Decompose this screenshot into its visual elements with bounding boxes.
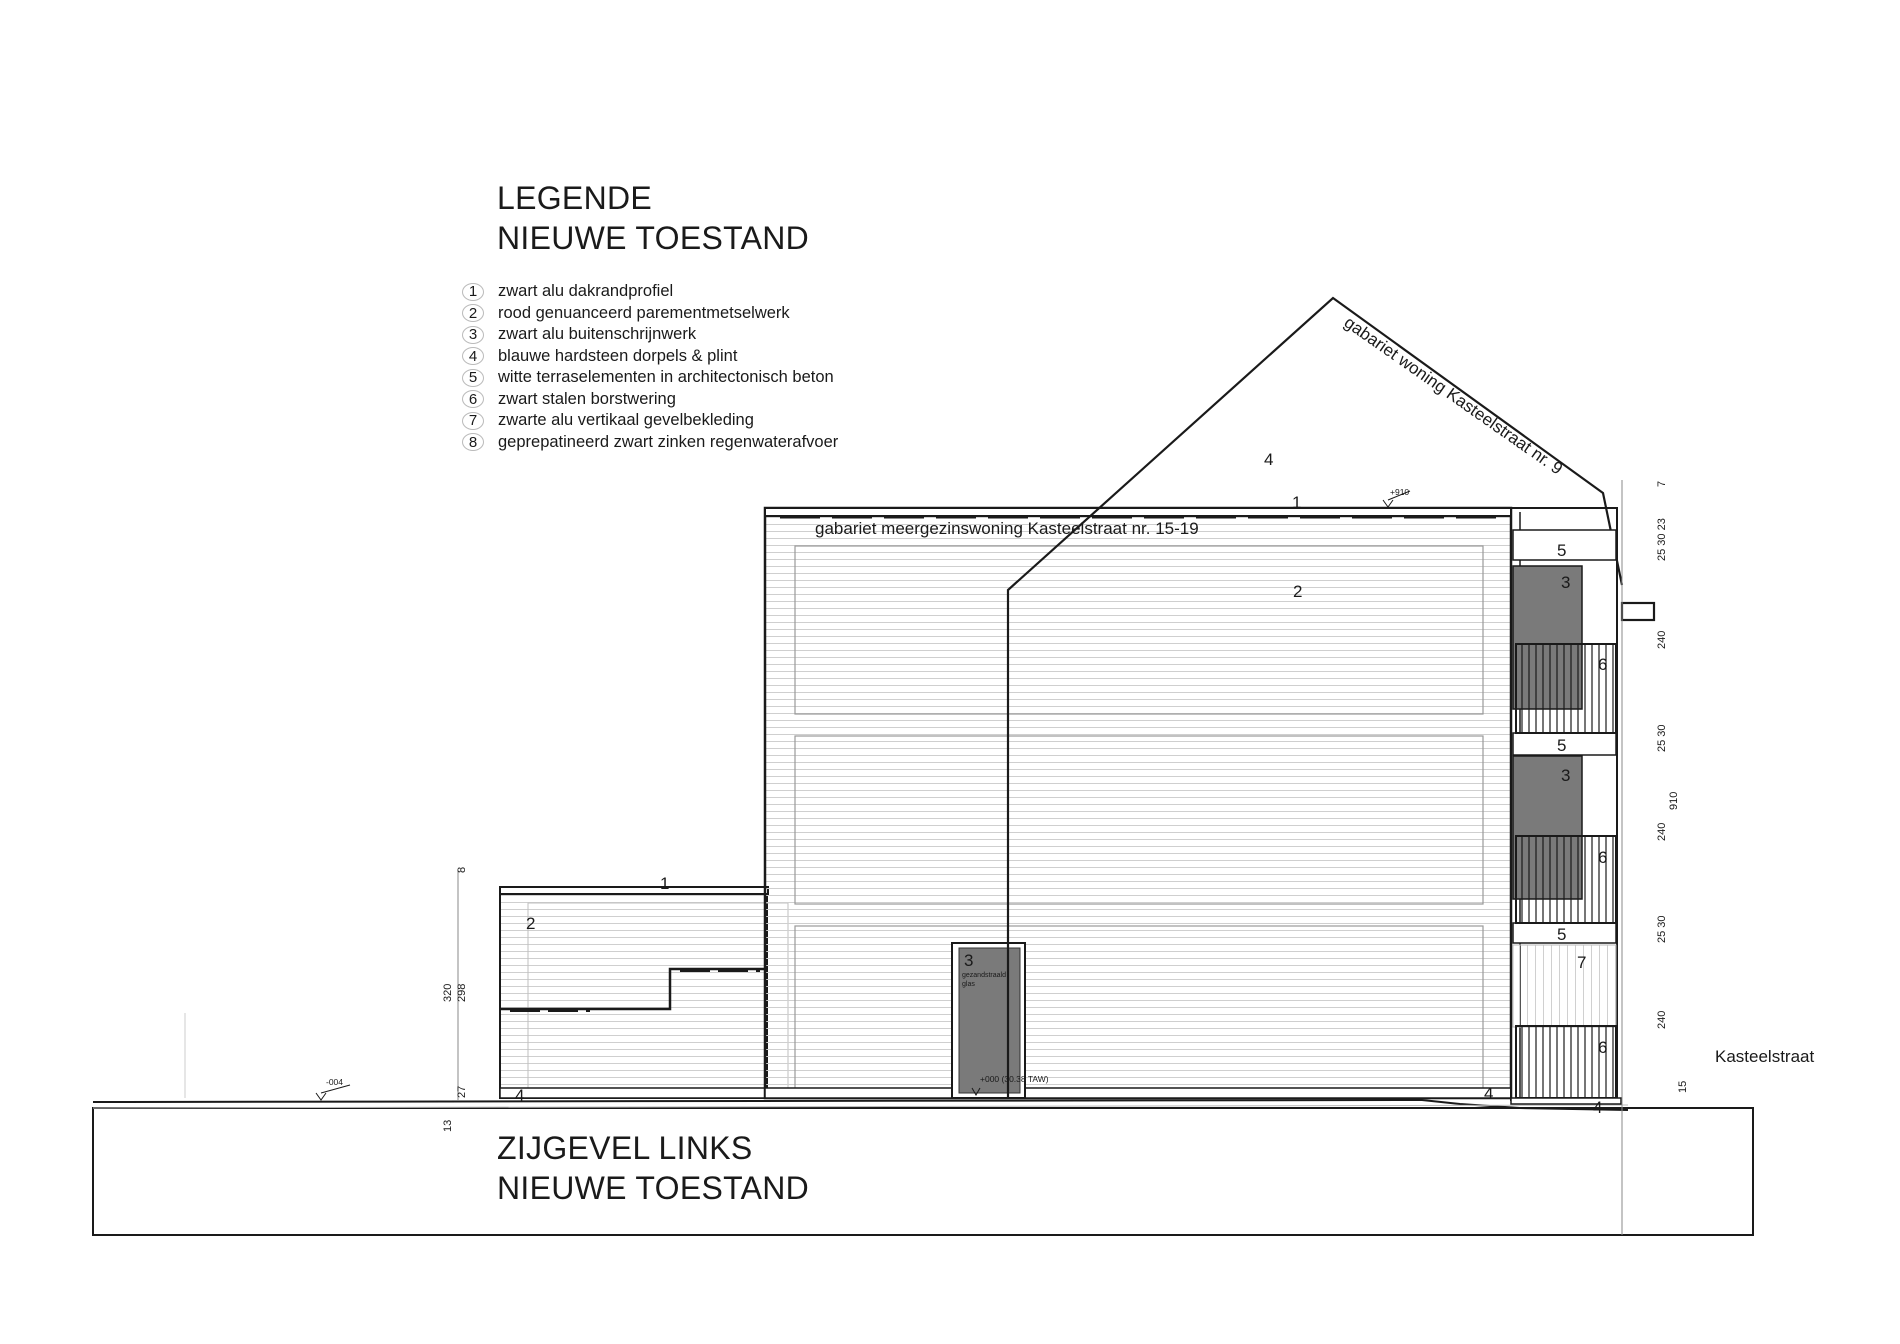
callout-3-window-mid: 3 xyxy=(1561,766,1571,785)
level-ground-label: -004 xyxy=(326,1077,344,1087)
dim-13: 13 xyxy=(442,1119,454,1132)
annex-wall xyxy=(500,890,767,1098)
window-top xyxy=(1513,566,1582,709)
callout-4-gable: 4 xyxy=(1264,450,1274,469)
main-plinth xyxy=(765,1088,1511,1098)
main-facade xyxy=(765,508,1511,1098)
callout-1-roof: 1 xyxy=(1292,493,1302,512)
dim-298: 298 xyxy=(456,983,468,1002)
legend-item-text: zwart alu dakrandprofiel xyxy=(498,282,674,301)
dim-15: 15 xyxy=(1677,1080,1689,1093)
legend-item-text: zwart stalen borstwering xyxy=(498,389,676,408)
annex-plinth xyxy=(500,1088,767,1098)
callout-5-low: 5 xyxy=(1557,925,1567,944)
gabarit-15-19-label: gabariet meergezinswoning Kasteelstraat nr. 15-19 xyxy=(815,519,1199,538)
legend-item-number: 6 xyxy=(462,390,484,408)
callout-2-annex: 2 xyxy=(526,914,536,933)
legend-item-text: rood genuanceerd parementmetselwerk xyxy=(498,303,790,322)
callout-3-door: 3 xyxy=(964,951,974,970)
callout-2-facade: 2 xyxy=(1293,582,1303,601)
dim-25-30-23: 25 30 23 xyxy=(1656,518,1668,561)
gutter-block xyxy=(1622,603,1654,620)
legend-item-text: zwart alu buitenschrijnwerk xyxy=(498,325,697,344)
callout-4-plinth-mid: 4 xyxy=(1484,1084,1494,1103)
callout-3-window-top: 3 xyxy=(1561,573,1571,592)
drawing-title: ZIJGEVEL LINKS xyxy=(497,1130,753,1166)
callout-6-top: 6 xyxy=(1598,655,1608,674)
legend-item-number: 4 xyxy=(462,347,484,365)
legend-item-number: 3 xyxy=(462,326,484,344)
annex xyxy=(500,887,788,1098)
legend-item-number: 8 xyxy=(462,433,484,451)
legend-subtitle: NIEUWE TOESTAND xyxy=(497,220,810,256)
legend-item-text: geprepatineerd zwart zinken regenwaterafvoer xyxy=(498,432,839,451)
legend-title: LEGENDE xyxy=(497,180,653,216)
dim-25-30-b: 25 30 xyxy=(1656,915,1668,943)
callout-7-cladding: 7 xyxy=(1577,953,1587,972)
dim-7: 7 xyxy=(1656,480,1668,487)
bay-plinth xyxy=(1511,1098,1621,1104)
window-mid xyxy=(1513,756,1582,899)
dim-8: 8 xyxy=(456,866,468,873)
callout-1-annex: 1 xyxy=(660,874,670,893)
drawing-subtitle: NIEUWE TOESTAND xyxy=(497,1170,810,1206)
level-marker-top xyxy=(1383,500,1393,507)
callout-6-low: 6 xyxy=(1598,1038,1608,1057)
railing-low-frame xyxy=(1516,1026,1616,1098)
callout-4-plinth-right: 4 xyxy=(1593,1098,1603,1117)
dim-240-a: 240 xyxy=(1656,630,1668,649)
annex-roof-edge xyxy=(500,887,768,894)
door-glass-label-1: gezandstraald xyxy=(962,972,1006,979)
legend-item-text: zwarte alu vertikaal gevelbekleding xyxy=(498,411,754,430)
legend-item-number: 2 xyxy=(462,304,484,322)
roof-edge xyxy=(765,508,1511,516)
callout-6-mid: 6 xyxy=(1598,848,1608,867)
railing-low xyxy=(1516,1026,1616,1098)
gabarit-neighbour-label: gabariet woning Kasteelstraat nr. 9 xyxy=(1340,312,1567,479)
legend-item-text: witte terraselementen in architectonisch beton xyxy=(498,368,834,387)
main-building xyxy=(765,508,1511,1098)
legend-item-number: 1 xyxy=(462,283,484,301)
callout-4-plinth-left: 4 xyxy=(515,1086,525,1105)
door-glass-label-2: glas xyxy=(962,981,975,988)
street-label: Kasteelstraat xyxy=(1715,1047,1815,1066)
level-marker-ground xyxy=(316,1093,326,1100)
callout-5-top: 5 xyxy=(1557,541,1567,560)
dim-25-30-a: 25 30 xyxy=(1656,724,1668,752)
dim-910: 910 xyxy=(1668,791,1680,810)
dim-240-b: 240 xyxy=(1656,822,1668,841)
level-zero-label: +000 (30.38 TAW) xyxy=(980,1074,1049,1084)
base-block xyxy=(93,1108,1753,1235)
dim-27: 27 xyxy=(456,1085,468,1098)
legend-item-number: 7 xyxy=(462,412,484,430)
legend-item-text: blauwe hardsteen dorpels & plint xyxy=(498,346,738,365)
terrace-bay xyxy=(1511,508,1621,1104)
cladding-panel xyxy=(1513,945,1616,1027)
level-top-label: +910 xyxy=(1390,487,1410,497)
callout-5-mid: 5 xyxy=(1557,736,1567,755)
dim-240-c: 240 xyxy=(1656,1010,1668,1029)
dim-320: 320 xyxy=(442,983,454,1002)
legend-item-number: 5 xyxy=(462,369,484,387)
